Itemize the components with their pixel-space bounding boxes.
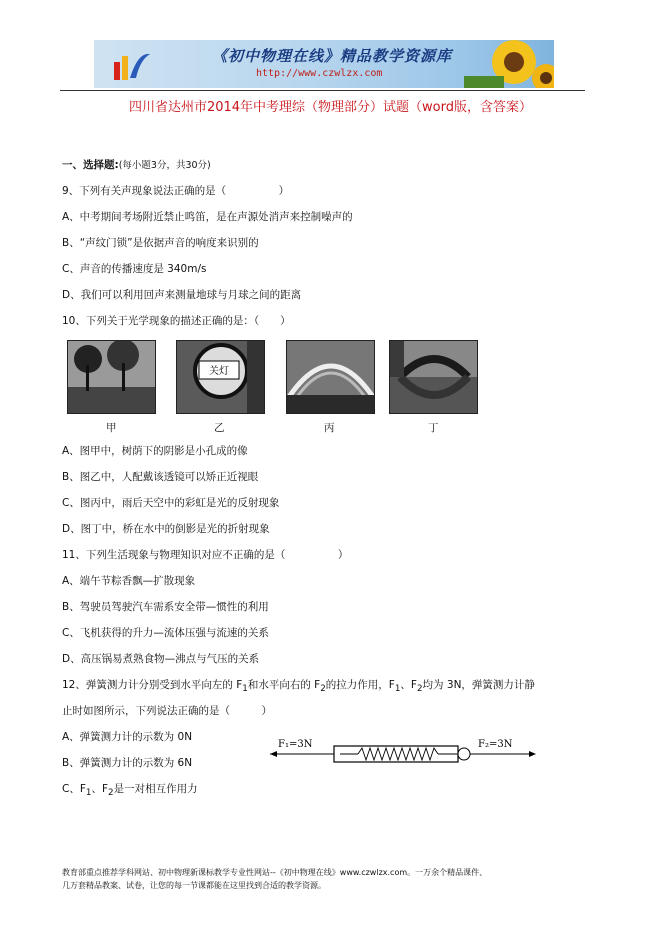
caption-ding: 丁 xyxy=(428,422,439,434)
q9-option-c: C、声音的传播速度是 340m/s xyxy=(62,263,207,275)
section-heading xyxy=(62,157,211,172)
photo-bing xyxy=(286,340,375,414)
q10-option-b: B、图乙中，人配戴该透镜可以矫正近视眼 xyxy=(62,471,259,483)
caption-yi: 乙 xyxy=(214,422,225,434)
photo-jia xyxy=(67,340,156,414)
section-heading-text: 一、选择题: xyxy=(62,159,119,171)
q10-stem: 10、下列关于光学现象的描述正确的是：（ ） xyxy=(62,315,291,327)
left-arrow-icon xyxy=(270,751,277,757)
footer-line-2: 几万套精品教案、试卷，让您的每一节课都能在这里找到合适的教学资源。 xyxy=(62,881,326,890)
q10-option-d: D、图丁中，桥在水中的倒影是光的折射现象 xyxy=(62,523,270,535)
document-title: 四川省达州市2014年中考理综（物理部分）试题（word版，含答案） xyxy=(128,100,533,115)
spring-scale-diagram xyxy=(268,735,538,775)
page-footer xyxy=(62,866,622,892)
q11-option-c: C、飞机获得的升力—流体压强与流速的关系 xyxy=(62,627,269,639)
q12-stem-line1: 12、弹簧测力计分别受到水平向左的 $F_1$和水平向右的 $F_2$的拉力作用，$F_1$、$F_2$均为 3N，弹簧测力计静 xyxy=(62,679,535,695)
sunflower-icon xyxy=(434,40,554,88)
photo-yi xyxy=(176,340,265,414)
section-note: (每小题3分，共30分) xyxy=(118,160,211,171)
q11-option-a: A、端午节粽香飘—扩散现象 xyxy=(62,575,196,587)
caption-bing: 丙 xyxy=(324,422,335,434)
q11-option-b: B、驾驶员驾驶汽车需系安全带—惯性的利用 xyxy=(62,601,269,613)
q9-stem: 9、下列有关声现象说法正确的是（ ） xyxy=(62,185,290,197)
photo-sign-text: 关灯 xyxy=(209,366,229,377)
site-logo-icon xyxy=(112,48,152,82)
photo-ding xyxy=(389,340,478,414)
q12-option-a: A、弹簧测力计的示数为 0N xyxy=(62,731,193,743)
header-banner xyxy=(94,40,554,88)
q12-option-c: C、$F_1$、$F_2$是一对相互作用力 xyxy=(62,783,198,799)
header-rule xyxy=(60,90,585,91)
f1-label: F₁=3N xyxy=(278,739,313,750)
q11-stem: 11、下列生活现象与物理知识对应不正确的是（ ） xyxy=(62,549,349,561)
banner-title: 《初中物理在线》精品教学资源库 xyxy=(212,47,453,65)
caption-jia: 甲 xyxy=(106,422,117,434)
q9-option-d: D、我们可以利用回声来测量地球与月球之间的距离 xyxy=(62,289,302,301)
q10-option-a: A、图甲中，树荫下的阴影是小孔成的像 xyxy=(62,445,248,457)
q10-option-c: C、图丙中，雨后天空中的彩虹是光的反射现象 xyxy=(62,497,280,509)
q9-option-b: B、“声纹门锁”是依据声音的响度来识别的 xyxy=(62,237,259,249)
q9-option-a: A、中考期间考场附近禁止鸣笛，是在声源处消声来控制噪声的 xyxy=(62,211,353,223)
q12-option-b: B、弹簧测力计的示数为 6N xyxy=(62,757,193,769)
banner-url[interactable]: http://www.czwlzx.com xyxy=(256,68,383,79)
q11-option-d: D、高压锅易煮熟食物—沸点与气压的关系 xyxy=(62,653,260,665)
f2-label: F₂=3N xyxy=(478,739,513,750)
right-arrow-icon xyxy=(529,751,536,757)
footer-line-1: 教育部重点推荐学科网站、初中物理新课标教学专业性网站--《初中物理在线》www.czwlzx.com。一万余个精品课件、 xyxy=(62,868,488,877)
q12-stem-line2: 止时如图所示，下列说法正确的是（ ） xyxy=(62,705,272,717)
